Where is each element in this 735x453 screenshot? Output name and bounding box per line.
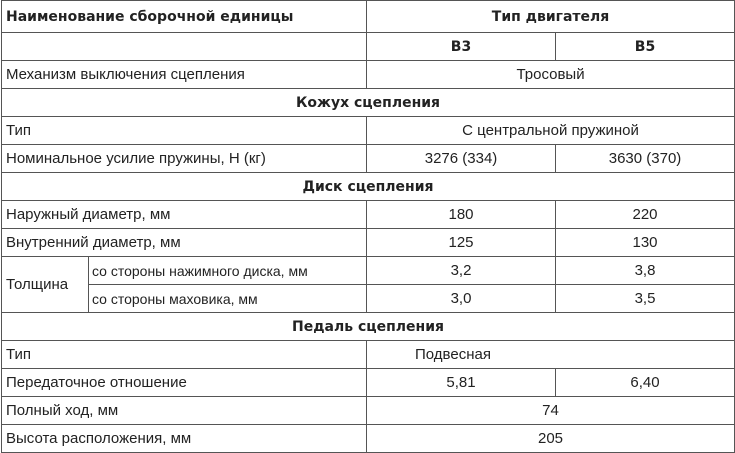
row-value: С центральной пружиной [367,117,735,145]
row-value: 74 [367,397,735,425]
header-name: Наименование сборочной единицы [2,1,367,33]
section-title: Педаль сцепления [2,313,735,341]
table-row [2,201,735,229]
value-b3: 3276 (334) [367,145,556,173]
row-label: Передаточное отношение [2,369,367,397]
table-row [2,61,735,89]
row-label: Полный ход, мм [2,397,367,425]
clutch-spec-table [1,0,735,453]
header-engine-type: Тип двигателя [367,1,735,33]
value-b3: 5,81 [367,369,556,397]
header-engine-b5: B5 [556,33,735,61]
value-b5: 130 [556,229,735,257]
table-row [2,145,735,173]
table-row [2,117,735,145]
table-row [2,229,735,257]
row-label: со стороны маховика, мм [89,285,367,313]
row-value: 205 [367,425,735,453]
value-b5: 220 [556,201,735,229]
row-value: Подвесная [367,341,735,369]
table-header-row [2,1,735,33]
value-b5: 6,40 [556,369,735,397]
row-label: Тип [2,341,367,369]
row-label: Наружный диаметр, мм [2,201,367,229]
value-b3: 3,2 [367,257,556,285]
value-b5: 3,5 [556,285,735,313]
row-label: Номинальное усилие пружины, Н (кг) [2,145,367,173]
section-row [2,173,735,201]
table-row [2,341,735,369]
section-title: Кожух сцепления [2,89,735,117]
table-row [2,285,735,313]
header-engine-b3: B3 [367,33,556,61]
row-label: со стороны нажимного диска, мм [89,257,367,285]
row-label: Внутренний диаметр, мм [2,229,367,257]
value-b3: 180 [367,201,556,229]
thickness-label: Толщина [2,257,89,313]
value-b5: 3630 (370) [556,145,735,173]
section-title: Диск сцепления [2,173,735,201]
table-row [2,369,735,397]
row-label: Тип [2,117,367,145]
row-value: Тросовый [367,61,735,89]
section-row [2,89,735,117]
table-row [2,397,735,425]
table-header-row [2,33,735,61]
value-b3: 3,0 [367,285,556,313]
row-label: Высота расположения, мм [2,425,367,453]
table-row [2,257,735,285]
table-row [2,425,735,453]
value-b5: 3,8 [556,257,735,285]
value-b3: 125 [367,229,556,257]
row-label: Механизм выключения сцепления [2,61,367,89]
section-row [2,313,735,341]
